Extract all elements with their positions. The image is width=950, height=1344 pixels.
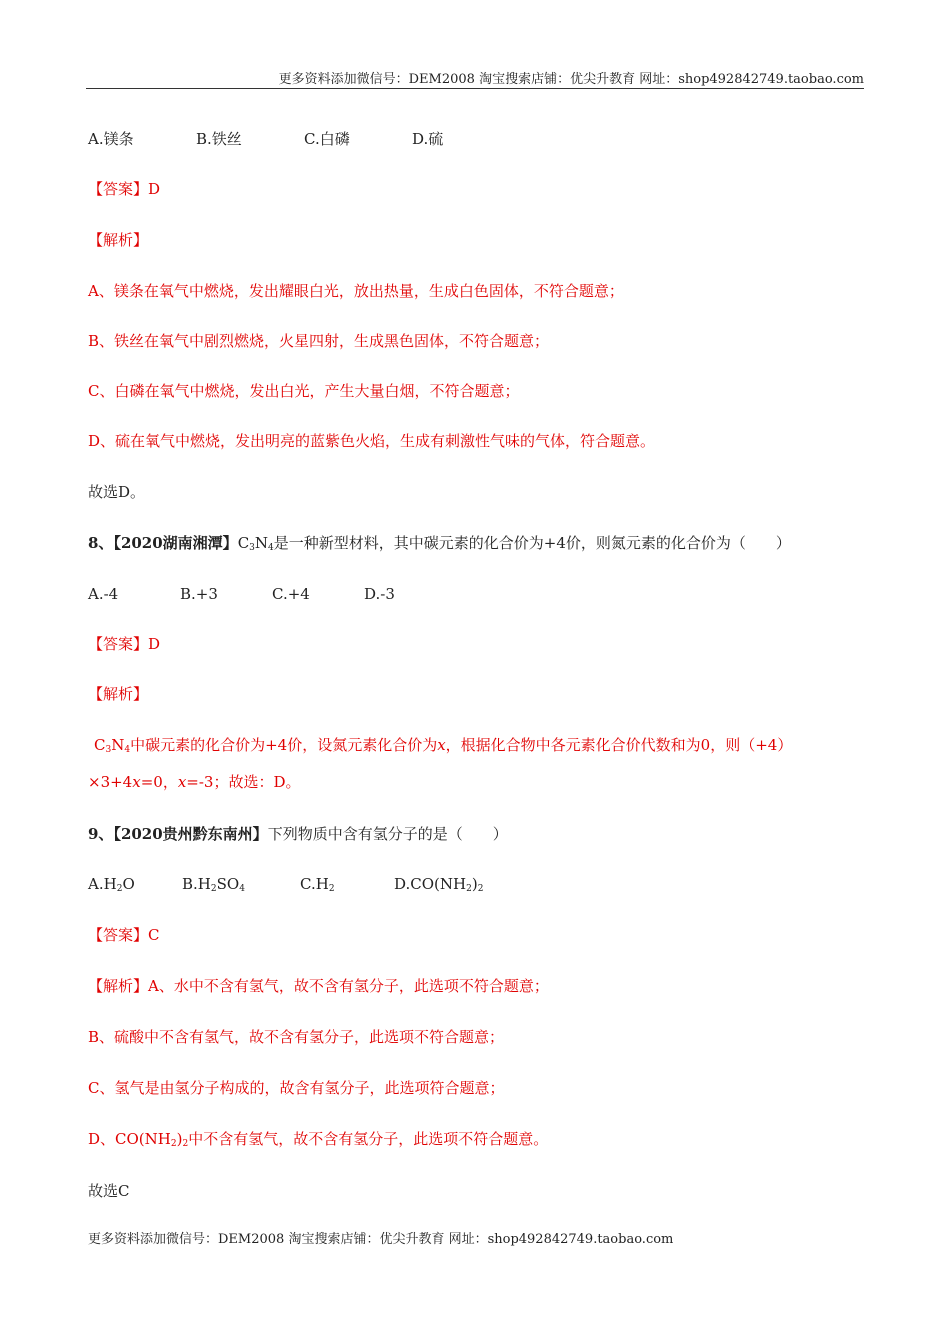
q7-analysis-c: C、白磷在氧气中燃烧，发出白光，产生大量白烟，不符合题意； <box>88 382 520 400</box>
q8-analysis-formula: $C_3N_4$ <box>94 736 131 755</box>
q8-source: 【2020湖南湘潭】 <box>113 534 238 552</box>
q9-stem-line <box>88 823 508 845</box>
q9-answer: 【答案】C <box>88 926 160 944</box>
q7-analysis-b: B、铁丝在氧气中剧烈燃烧，火星四射，生成黑色固体，不符合题意； <box>88 332 550 350</box>
q8-option-b: B.+3 <box>180 585 218 603</box>
header-divider <box>86 88 864 89</box>
q9-option-c: $C.H_2$ <box>300 875 335 894</box>
page-header: 更多资料添加微信号：DEM2008 淘宝搜索店铺：优尖升教育 网址：shop492842749.taobao.com <box>278 72 864 87</box>
q9-analysis-c: C、氢气是由氢分子构成的，故含有氢分子，此选项符合题意； <box>88 1079 505 1097</box>
q8-option-c: C.+4 <box>272 585 310 603</box>
q8-formula: $C_3N_4$ <box>237 534 274 553</box>
q9-options <box>88 873 483 895</box>
q7-option-c: C.白磷 <box>304 130 350 148</box>
q8-stem-line <box>88 532 791 554</box>
q7-analysis-label: 【解析】 <box>88 231 149 249</box>
q8-var-x: x <box>437 736 446 754</box>
page-footer: 更多资料添加微信号：DEM2008 淘宝搜索店铺：优尖升教育 网址：shop492842749.taobao.com <box>88 1232 674 1247</box>
q9-analysis-a: A、水中不含有氢气，故不含有氢分子，此选项不符合题意； <box>148 977 549 995</box>
q7-analysis-a: A、镁条在氧气中燃烧，发出耀眼白光，放出热量，生成白色固体，不符合题意； <box>88 282 624 300</box>
q9-stem: 下列物质中含有氢分子的是（ ） <box>267 825 508 843</box>
q9-source: 【2020贵州黔东南州】 <box>113 825 268 843</box>
q8-analysis-label: 【解析】 <box>88 685 149 703</box>
q8-options <box>88 583 395 605</box>
q9-option-a: $A.H_2O$ <box>88 875 135 894</box>
q8-option-d: D.-3 <box>364 585 395 603</box>
q8-number: 8、 <box>88 534 114 552</box>
q9-analysis-a-line <box>88 975 549 997</box>
q8-option-a: A.-4 <box>88 585 119 603</box>
q7-analysis-d: D、硫在氧气中燃烧，发出明亮的蓝紫色火焰，生成有刺激性气味的气体，符合题意。 <box>88 432 656 450</box>
q8-answer: 【答案】D <box>88 635 161 653</box>
q7-conclusion: 故选D。 <box>88 483 146 501</box>
q7-option-a: A.镁条 <box>88 130 134 148</box>
q9-analysis-d: D、$CO(NH_2)_2$中不含有氢气，故不含有氢分子，此选项不符合题意。 <box>88 1130 549 1149</box>
q7-options <box>88 128 443 150</box>
q9-conclusion: 故选C <box>88 1182 130 1200</box>
q9-analysis-b: B、硫酸中不含有氢气，故不含有氢分子，此选项不符合题意； <box>88 1028 505 1046</box>
q8-stem: 是一种新型材料，其中碳元素的化合价为+4价，则氮元素的化合价为（ ） <box>273 534 791 552</box>
q9-option-d: $D.CO(NH_2)_2$ <box>394 875 484 894</box>
q9-option-b: $B.H_2SO_4$ <box>182 875 245 894</box>
q7-answer: 【答案】D <box>88 180 161 198</box>
q9-number: 9、 <box>88 825 114 843</box>
q7-option-b: B.铁丝 <box>196 130 242 148</box>
q7-option-d: D.硫 <box>412 130 444 148</box>
q9-analysis-label: 【解析】 <box>88 977 149 995</box>
q8-analysis-line2: ×3+4x=0，x=-3；故选：D。 <box>88 773 301 791</box>
q8-analysis-line1: $C_3N_4$中碳元素的化合价为+4价，设氮元素化合价为x，根据化合物中各元素化合价代数和为0，则（+4） <box>94 736 793 755</box>
